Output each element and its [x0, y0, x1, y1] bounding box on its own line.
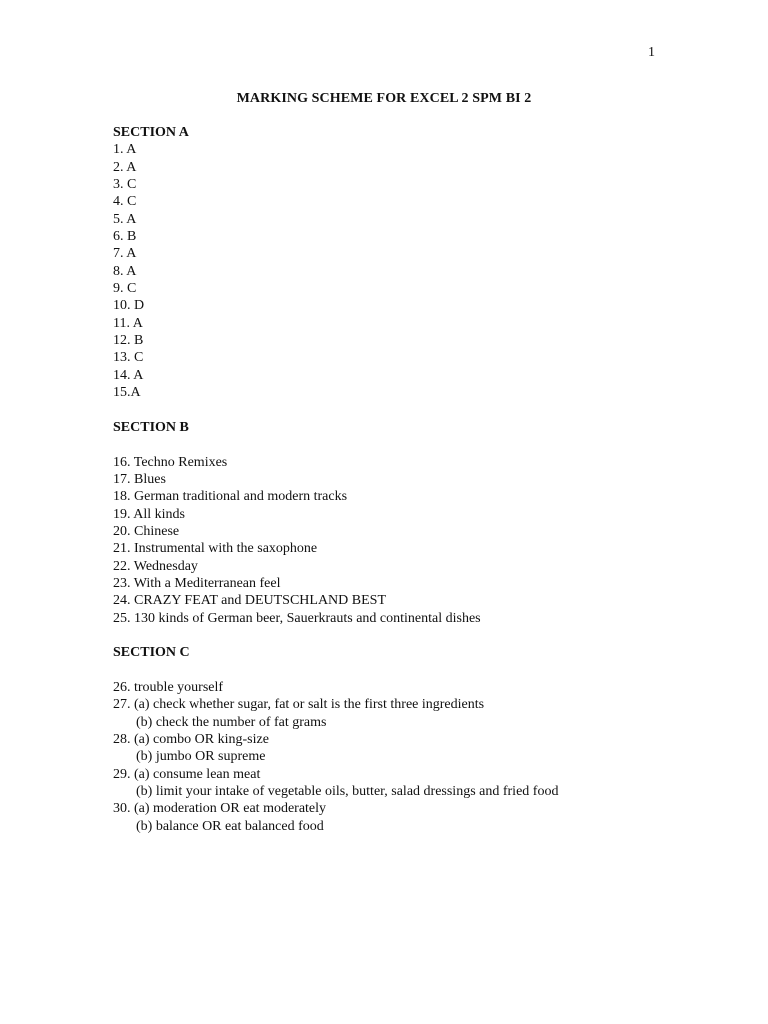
answer-item: 24. CRAZY FEAT and DEUTSCHLAND BEST — [113, 593, 387, 609]
document-title: MARKING SCHEME FOR EXCEL 2 SPM BI 2 — [236, 91, 532, 106]
section-a-heading: SECTION A — [113, 125, 189, 140]
spacer — [113, 402, 713, 419]
answer-item: 25. 130 kinds of German beer, Sauerkrauts and continental dishes — [113, 610, 481, 626]
answer-item: 3. C — [113, 177, 137, 193]
answer-item: 7. A — [113, 246, 137, 262]
page-number: 1 — [648, 45, 655, 60]
answer-item: 19. All kinds — [113, 506, 185, 522]
answer-item: 1. A — [113, 142, 137, 158]
answer-subitem: (b) balance OR eat balanced food — [136, 818, 324, 834]
answer-subitem: (b) jumbo OR supreme — [136, 749, 266, 765]
answer-item: 30. (a) moderation OR eat moderately — [113, 801, 327, 817]
section-c-heading: SECTION C — [113, 645, 190, 661]
section-c-answers — [113, 679, 713, 835]
answer-subitem: (b) limit your intake of vegetable oils, butter, salad dressings and fried food — [136, 784, 559, 800]
answer-subitem: (b) check the number of fat grams — [136, 714, 327, 730]
section-b-answers — [113, 454, 713, 627]
answer-item: 8. A — [113, 263, 137, 279]
section-b-heading: SECTION B — [113, 419, 189, 435]
answer-item: 15.A — [113, 385, 141, 401]
spacer — [113, 627, 713, 644]
spacer — [113, 436, 713, 453]
spacer — [113, 662, 713, 679]
answer-item: 5. A — [113, 211, 137, 227]
answer-item: 23. With a Mediterranean feel — [113, 575, 281, 591]
answer-item: 2. A — [113, 159, 137, 175]
answer-item: 28. (a) combo OR king-size — [113, 732, 269, 748]
answer-item: 11. A — [113, 315, 143, 331]
answer-item: 16. Techno Remixes — [113, 454, 228, 470]
answer-item: 10. D — [113, 298, 145, 314]
answer-item: 27. (a) check whether sugar, fat or salt is the first three ingredients — [113, 697, 485, 713]
answer-item: 14. A — [113, 367, 144, 383]
answer-item: 13. C — [113, 350, 144, 366]
answer-item: 21. Instrumental with the saxophone — [113, 541, 318, 557]
document-body — [113, 124, 713, 835]
answer-item: 4. C — [113, 194, 137, 210]
answer-item: 12. B — [113, 333, 144, 349]
answer-item: 29. (a) consume lean meat — [113, 766, 261, 782]
answer-item: 18. German traditional and modern tracks — [113, 489, 348, 505]
answer-item: 22. Wednesday — [113, 558, 198, 574]
section-a-answers — [113, 141, 713, 401]
answer-item: 6. B — [113, 229, 137, 245]
answer-item: 20. Chinese — [113, 523, 180, 539]
answer-item: 9. C — [113, 281, 137, 297]
answer-item: 26. trouble yourself — [113, 680, 224, 695]
answer-item: 17. Blues — [113, 471, 166, 487]
